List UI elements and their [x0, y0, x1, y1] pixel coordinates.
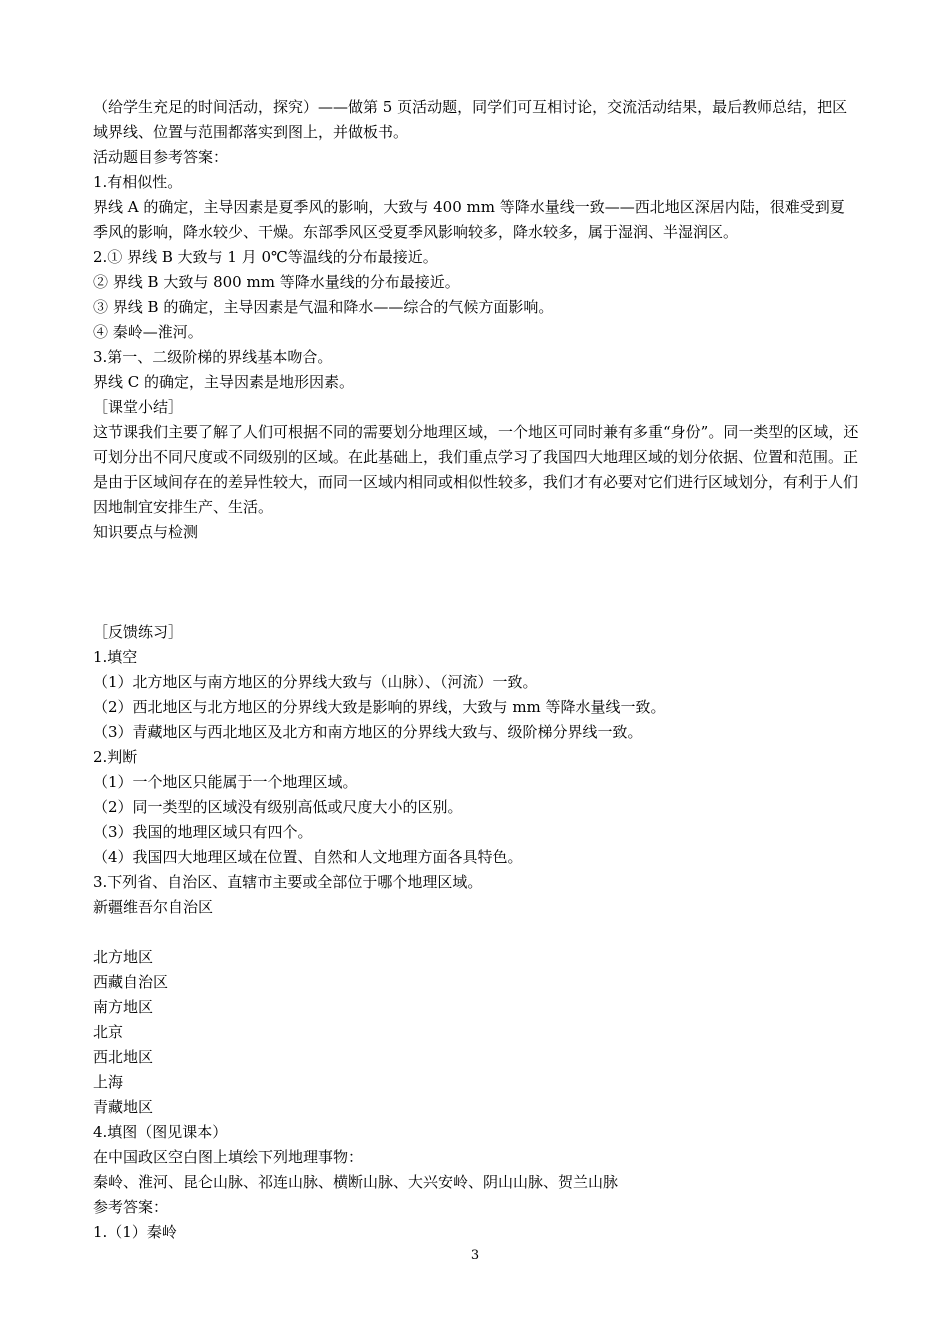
reference-answer-1: 1.（1）秦岭 — [93, 1223, 177, 1241]
question-3-item: 西藏自治区 — [93, 973, 169, 991]
blank-space — [93, 545, 859, 620]
blank-line — [93, 920, 859, 945]
reference-answers-heading: 参考答案： — [93, 1198, 169, 1216]
question-4: 4.填图（图见课本） — [93, 1123, 228, 1141]
answer-2-item-1: 2.① 界线 B 大致与 1 月 0℃等温线的分布最接近。 — [93, 248, 438, 266]
page-number: 3 — [470, 1248, 480, 1263]
question-3: 3.下列省、自治区、直辖市主要或全部位于哪个地理区域。 — [93, 873, 483, 891]
summary-paragraph: 这节课我们主要了解了人们可根据不同的需要划分地理区域，一个地区可同时兼有多重“身份”。同一类型的区域，还可划分出不同尺度或不同级别的区域。在此基础上，我们重点学习了我国四大地理区域的划分依据、位置和范围。正是由于区域间存在的差异性较大，而同一区域内相同或相似性较多，我们才有必要对它们进行区域划分，有利于人们因地制宜安排生产、生活。 — [93, 423, 859, 516]
knowledge-heading: 知识要点与检测 — [93, 523, 199, 541]
answer-1-detail: 界线 A 的确定，主导因素是夏季风的影响，大致与 400 mm 等降水量线一致——西北地区深居内陆，很难受到夏季风的影响，降水较少、干燥。东部季风区受夏季风影响较多，降水较多，属于湿润、半湿润区。 — [93, 198, 845, 241]
question-3-item: 青藏地区 — [93, 1098, 154, 1116]
question-3-item: 北方地区 — [93, 948, 154, 966]
question-1: 1.填空 — [93, 648, 138, 666]
question-1-item-1: （1）北方地区与南方地区的分界线大致与（山脉）、（河流）一致。 — [93, 673, 538, 691]
question-2: 2.判断 — [93, 748, 138, 766]
answer-1: 1.有相似性。 — [93, 173, 183, 191]
question-3-first-item: 新疆维吾尔自治区 — [93, 898, 214, 916]
question-3-item: 上海 — [93, 1073, 124, 1091]
question-2-item-1: （1）一个地区只能属于一个地理区域。 — [93, 773, 358, 791]
summary-heading: ［课堂小结］ — [93, 398, 184, 416]
feedback-heading: ［反馈练习］ — [93, 623, 184, 641]
answer-3-detail: 界线 C 的确定，主导因素是地形因素。 — [93, 373, 355, 391]
answer-2-item-3: ③ 界线 B 的确定，主导因素是气温和降水——综合的气候方面影响。 — [93, 298, 554, 316]
answers-heading: 活动题目参考答案： — [93, 148, 229, 166]
answer-2-item-2: ② 界线 B 大致与 800 mm 等降水量线的分布最接近。 — [93, 273, 460, 291]
question-3-item: 北京 — [93, 1023, 124, 1041]
question-1-item-2: （2）西北地区与北方地区的分界线大致是影响的界线，大致与 mm 等降水量线一致。 — [93, 698, 666, 716]
question-1-item-3: （3）青藏地区与西北地区及北方和南方地区的分界线大致与、级阶梯分界线一致。 — [93, 723, 643, 741]
question-2-item-2: （2）同一类型的区域没有级别高低或尺度大小的区别。 — [93, 798, 463, 816]
question-3-item: 西北地区 — [93, 1048, 154, 1066]
question-4-list: 秦岭、淮河、昆仑山脉、祁连山脉、横断山脉、大兴安岭、阴山山脉、贺兰山脉 — [93, 1173, 619, 1191]
answer-3: 3.第一、二级阶梯的界线基本吻合。 — [93, 348, 333, 366]
question-2-item-4: （4）我国四大地理区域在位置、自然和人文地理方面各具特色。 — [93, 848, 523, 866]
answer-2-item-4: ④ 秦岭—淮河。 — [93, 323, 203, 341]
document-body — [93, 95, 859, 1245]
question-2-item-3: （3）我国的地理区域只有四个。 — [93, 823, 313, 841]
question-3-item: 南方地区 — [93, 998, 154, 1016]
question-4-instruction: 在中国政区空白图上填绘下列地理事物： — [93, 1148, 364, 1166]
intro-paragraph: （给学生充足的时间活动，探究）——做第 5 页活动题，同学们可互相讨论，交流活动结果，最后教师总结，把区域界线、位置与范围都落实到图上，并做板书。 — [93, 98, 848, 141]
